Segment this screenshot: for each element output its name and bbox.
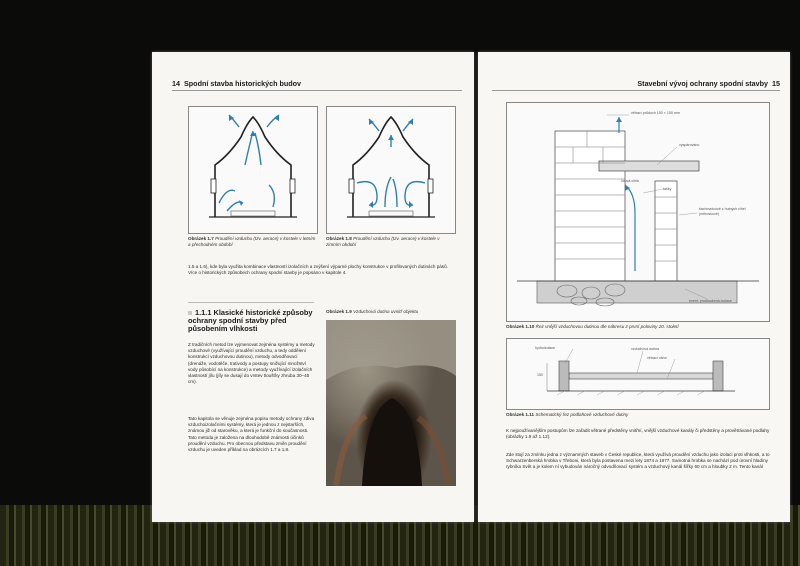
left-paragraph-3: Tato kapitola se věnuje zejména popisu metody ochrany zdiva vzduchoizolačními systémy, která je jednou z nejstarších, známou již od starověku, a která je funkční do současnosti. Tato metoda je založena na dlouhodobě známosti účinků proudění vzduchu. Pro obecnou představu změn proudění vzduchu je uveden příklad na obrázcích 1.7 a 1.8. (188, 416, 315, 453)
right-header (637, 79, 780, 88)
label-insulation: vyspárováno (679, 143, 700, 147)
figure-1-8-number: Obrázek 1.8 (326, 236, 352, 241)
figure-1-8 (326, 106, 456, 234)
figure-1-8-caption (326, 236, 454, 247)
figure-1-8-text: Proudění vzduchu (tzv. aerace) v kostele v zimním období (326, 236, 440, 247)
figure-1-9-caption (326, 309, 456, 315)
figure-1-11-caption (506, 412, 768, 418)
figure-1-10 (506, 102, 770, 322)
label-brick-cover: lícová cihla (621, 179, 639, 183)
label-hydroinsulation: hydroizolace (535, 346, 556, 350)
left-paragraph-2: Z tradičních metod lze vyjmenovat zejména systémy a metody vzduchové (využívající proudění vzduchu, a tedy oddělení konstrukcí vzduchovou dutinou), metody odvodňovací (drenáže, vodotěče, trativody a postupy snižující množství vody působící na konstrukce) a metody využívající izolačních vlastností jílu (jíly se dusají do vrstev tloušťky zhruba 30–45 cm). (188, 342, 315, 385)
section-heading (188, 309, 320, 333)
section-rule (188, 302, 314, 303)
label-vent-opening: větrací otvor (647, 356, 667, 360)
church-summer-diagram (189, 107, 317, 233)
section-number: 1.1.1 (195, 308, 212, 317)
right-header-rule (492, 90, 780, 91)
right-header-title: Stavební vývoj ochrany spodní stavby (637, 79, 768, 88)
left-header-title: Spodní stavba historických budov (184, 79, 302, 88)
figure-1-9-text: Vzduchová dutina uvnitř objektu (353, 309, 419, 314)
air-cavity-photo-texture (326, 320, 456, 486)
label-seal: event. prodloužená izolace (689, 299, 732, 303)
figure-1-7-text: Proudění vzduchu (tzv. aerace) v kostele v letním a přechodném období (188, 236, 316, 247)
left-page-number: 14 (172, 79, 180, 88)
figure-1-11-text: Schematický řez podlahové vzduchové dutiny (535, 412, 629, 417)
label-dry-bricks: tašky (663, 187, 672, 191)
left-page (152, 52, 474, 522)
figure-1-11 (506, 338, 770, 410)
right-paragraph-1: K nejpoužívanějším postupům lze zařadit větrané předstěny vnitřní, vnější vzduchové kanály či předstěny a provětrávané podlahy (obrázky 1.9 až 1.12). (506, 428, 770, 440)
right-paragraph-2: Zde stojí za zmínku jedna z významných staveb v České republice, která využívá proudění vzduchu jako izolaci proti vlhkosti, a to Schwarzenberská hrobka v Třeboni, která byla postavena mezi lety 1874 a 1877. Samotná hrobka se nachází pod úrovní hladiny rybníka Svět a je kolem ní vybudován náročný odvodňovací systém a vzduchový kanál šířky 60 cm a hloubky 2 m. Tento kanál (506, 452, 770, 470)
left-paragraph-1: 1.5 a 1.6), kde byla využita kombinace vlastností izolačních a zvýšení výparné plochy konstrukce v profilovaných dutinách pásů. Více o historických způsobech ochrany spodní stavby je popsáno v kapitole 4. (188, 264, 448, 276)
figure-1-10-number: Obrázek 1.10 (506, 324, 535, 329)
section-title: Klasické historické způsoby ochrany spodní stavby před působením vlhkosti (188, 308, 313, 333)
section-marker-icon (188, 311, 192, 315)
figure-1-9-number: Obrázek 1.9 (326, 309, 352, 314)
label-dimension: 150 (537, 373, 543, 377)
figure-1-11-number: Obrázek 1.11 (506, 412, 535, 417)
left-header-rule (172, 90, 462, 91)
figure-1-7 (188, 106, 318, 234)
label-air-cavity: vzduchová dutina (631, 347, 659, 351)
label-hollow-bricks: šachovnicově z hutných cihel (netroskové) (699, 207, 746, 216)
right-page (478, 52, 790, 522)
figure-1-9-photo (326, 320, 456, 486)
left-header (172, 79, 301, 88)
right-page-number: 15 (772, 79, 780, 88)
figure-1-7-caption (188, 236, 316, 247)
figure-1-10-text: Řez vnější vzduchovou dutinou dle nákresu z první poloviny 20. století (535, 324, 679, 329)
figure-1-7-number: Obrázek 1.7 (188, 236, 214, 241)
figure-1-10-caption (506, 324, 768, 330)
church-winter-diagram (327, 107, 455, 233)
label-vent-top: větrací průduch 150 × 150 mm (631, 111, 680, 115)
